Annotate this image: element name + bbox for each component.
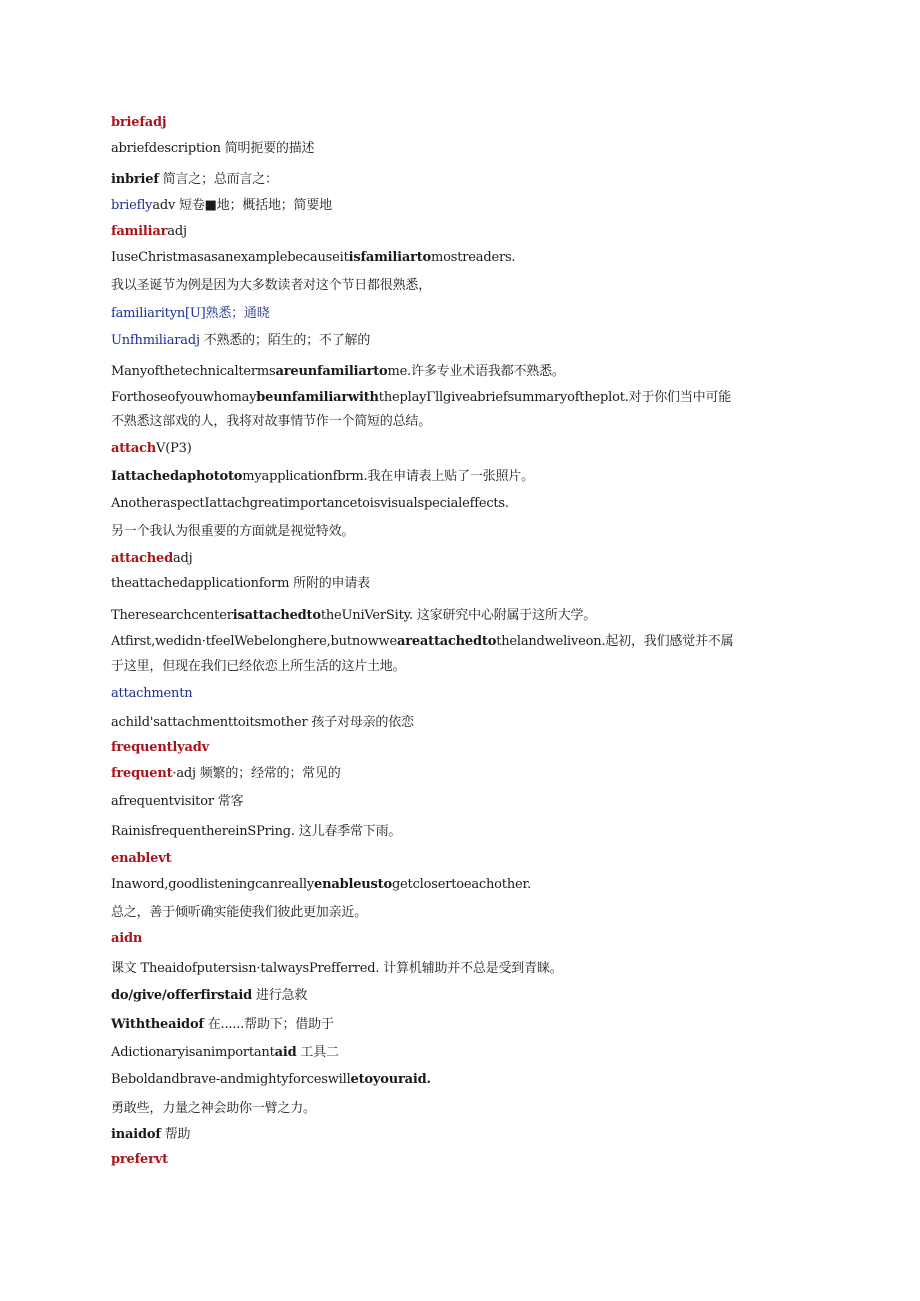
text-line bbox=[111, 714, 414, 732]
text-segment: areattachedto bbox=[396, 634, 497, 649]
text-segment: IuseChristmasasanexamplebecauseit bbox=[111, 250, 349, 265]
text-line bbox=[111, 1044, 339, 1062]
text-segment: inaidof bbox=[111, 1127, 161, 1142]
text-line bbox=[111, 765, 341, 783]
text-segment: Unfhmiliaradj bbox=[111, 333, 200, 348]
text-line bbox=[111, 987, 307, 1005]
text-segment: 不熟悉这部戏的人，我将对故事情节作一个简短的总结。 bbox=[111, 414, 432, 429]
text-line bbox=[111, 1100, 316, 1118]
text-segment: areunfamiliarto bbox=[275, 364, 388, 379]
text-segment: Theresearchcenter bbox=[111, 608, 233, 623]
text-segment: 在......帮助下；借助于 bbox=[203, 1017, 334, 1032]
text-line bbox=[111, 468, 534, 486]
text-segment: 我以圣诞节为例是因为大多数读者对这个节日都很熟悉， bbox=[111, 278, 432, 293]
text-segment: myapplicationfbrm.我在申请表上贴了一张照片。 bbox=[242, 469, 534, 484]
text-segment: aidn bbox=[111, 931, 143, 946]
text-segment: 进行急救 bbox=[252, 988, 308, 1003]
text-segment: me.许多专业术语我都不熟悉。 bbox=[387, 364, 565, 379]
text-segment: familiarityn[U]熟悉；通晓 bbox=[111, 306, 270, 321]
text-segment: theplayΓllgiveabriefsummaryoftheplot.对于你们当中可能 bbox=[378, 390, 732, 405]
text-line bbox=[111, 332, 370, 350]
text-segment: adj bbox=[167, 224, 187, 239]
text-segment: 帮助 bbox=[160, 1127, 191, 1142]
text-segment: thelandweliveon.起初，我们感觉并不属 bbox=[496, 634, 734, 649]
text-line bbox=[111, 277, 431, 295]
text-line bbox=[111, 223, 187, 241]
text-segment: Iattachedaphototo bbox=[111, 469, 243, 484]
text-segment: mostreaders. bbox=[431, 250, 516, 265]
text-segment: AnotheraspectIattachgreatimportancetoisvisualspecialeffects. bbox=[111, 496, 509, 511]
text-line bbox=[111, 197, 332, 215]
text-segment: enablevt bbox=[111, 851, 172, 866]
text-line bbox=[111, 249, 515, 267]
text-segment: abriefdescription 简明扼要的描述 bbox=[111, 141, 315, 156]
text-segment: briefadj bbox=[111, 115, 167, 130]
text-segment: inbrief bbox=[111, 172, 159, 187]
text-segment: frequent bbox=[111, 766, 173, 781]
text-line bbox=[111, 305, 270, 323]
text-segment: aid bbox=[274, 1045, 297, 1060]
text-line bbox=[111, 930, 142, 948]
text-line bbox=[111, 633, 733, 651]
text-segment: 不熟悉的；陌生的；不了解的 bbox=[199, 333, 371, 348]
text-segment: Inaword,goodlisteningcanreally bbox=[111, 877, 315, 892]
text-segment: familiar bbox=[111, 224, 168, 239]
text-segment: adj bbox=[173, 551, 193, 566]
text-segment: adv 短卷■地；概括地；简要地 bbox=[152, 198, 332, 213]
text-segment: Manyofthetechnicalterms bbox=[111, 364, 276, 379]
text-segment: attachmentn bbox=[111, 686, 193, 701]
text-segment: isattachedto bbox=[232, 608, 321, 623]
text-segment: frequentlyadv bbox=[111, 740, 209, 755]
text-segment: 工具二 bbox=[296, 1045, 339, 1060]
text-segment: achild'sattachmenttoitsmother 孩子对母亲的依恋 bbox=[111, 715, 414, 730]
text-segment: isfamiliarto bbox=[348, 250, 432, 265]
text-line bbox=[111, 523, 354, 541]
text-line bbox=[111, 793, 243, 811]
text-segment: 于这里，但现在我们已经依恋上所生活的这片土地。 bbox=[111, 659, 406, 674]
text-segment: attach bbox=[111, 441, 157, 456]
text-segment: ·adj 频繁的；经常的；常见的 bbox=[172, 766, 341, 781]
text-segment: RainisfrequenthereinSPring. 这儿春季常下雨。 bbox=[111, 824, 402, 839]
text-segment: 总之，善于倾听确实能使我们彼此更加亲近。 bbox=[111, 905, 368, 920]
text-segment: V(P3) bbox=[156, 441, 192, 456]
text-line bbox=[111, 495, 509, 513]
text-line bbox=[111, 389, 731, 407]
text-line bbox=[111, 114, 166, 132]
text-segment: theattachedapplicationform 所附的申请表 bbox=[111, 576, 370, 591]
text-line bbox=[111, 440, 192, 458]
text-segment: 另一个我认为很重要的方面就是视觉特效。 bbox=[111, 524, 355, 539]
text-segment: etoyouraid. bbox=[350, 1072, 431, 1087]
text-line bbox=[111, 363, 565, 381]
text-line bbox=[111, 823, 401, 841]
text-line bbox=[111, 413, 431, 431]
text-segment: Beboldandbrave-andmightyforceswill bbox=[111, 1072, 351, 1087]
text-segment: beunfamiliarwith bbox=[256, 390, 379, 405]
text-segment: do/give/offerfirstaid bbox=[111, 988, 253, 1003]
text-line bbox=[111, 171, 278, 189]
text-line bbox=[111, 739, 209, 757]
text-line bbox=[111, 1151, 168, 1169]
text-segment: Forthoseofyouwhomay bbox=[111, 390, 257, 405]
text-line bbox=[111, 685, 192, 703]
text-segment: getclosertoeachother. bbox=[391, 877, 532, 892]
text-line bbox=[111, 1071, 431, 1089]
text-segment: enableusto bbox=[314, 877, 392, 892]
text-segment: 简言之；总而言之： bbox=[158, 172, 278, 187]
text-line bbox=[111, 550, 193, 568]
text-line bbox=[111, 904, 367, 922]
text-segment: Withtheaidof bbox=[111, 1017, 204, 1032]
text-segment: theUniVerSity. 这家研究中心附属于这所大学。 bbox=[320, 608, 597, 623]
text-segment: afrequentvisitor 常客 bbox=[111, 794, 244, 809]
text-line bbox=[111, 960, 562, 978]
text-segment: attached bbox=[111, 551, 173, 566]
text-line bbox=[111, 1016, 334, 1034]
text-segment: prefervt bbox=[111, 1152, 168, 1167]
text-line bbox=[111, 607, 596, 625]
text-line bbox=[111, 850, 171, 868]
text-segment: 勇敢些，力量之神会助你一臂之力。 bbox=[111, 1101, 316, 1116]
text-line bbox=[111, 1126, 190, 1144]
text-line bbox=[111, 876, 531, 894]
text-line bbox=[111, 658, 405, 676]
text-segment: Adictionaryisanimportant bbox=[111, 1045, 275, 1060]
text-segment: 课文 Theaidofputersisn·talwaysPrefferred. 计算机辅助并不总是受到青睐。 bbox=[111, 961, 563, 976]
text-segment: briefly bbox=[111, 198, 153, 213]
text-segment: Atfirst,wedidn·tfeelWebelonghere,butnowwe bbox=[111, 634, 397, 649]
text-line bbox=[111, 575, 370, 593]
text-line bbox=[111, 140, 314, 158]
